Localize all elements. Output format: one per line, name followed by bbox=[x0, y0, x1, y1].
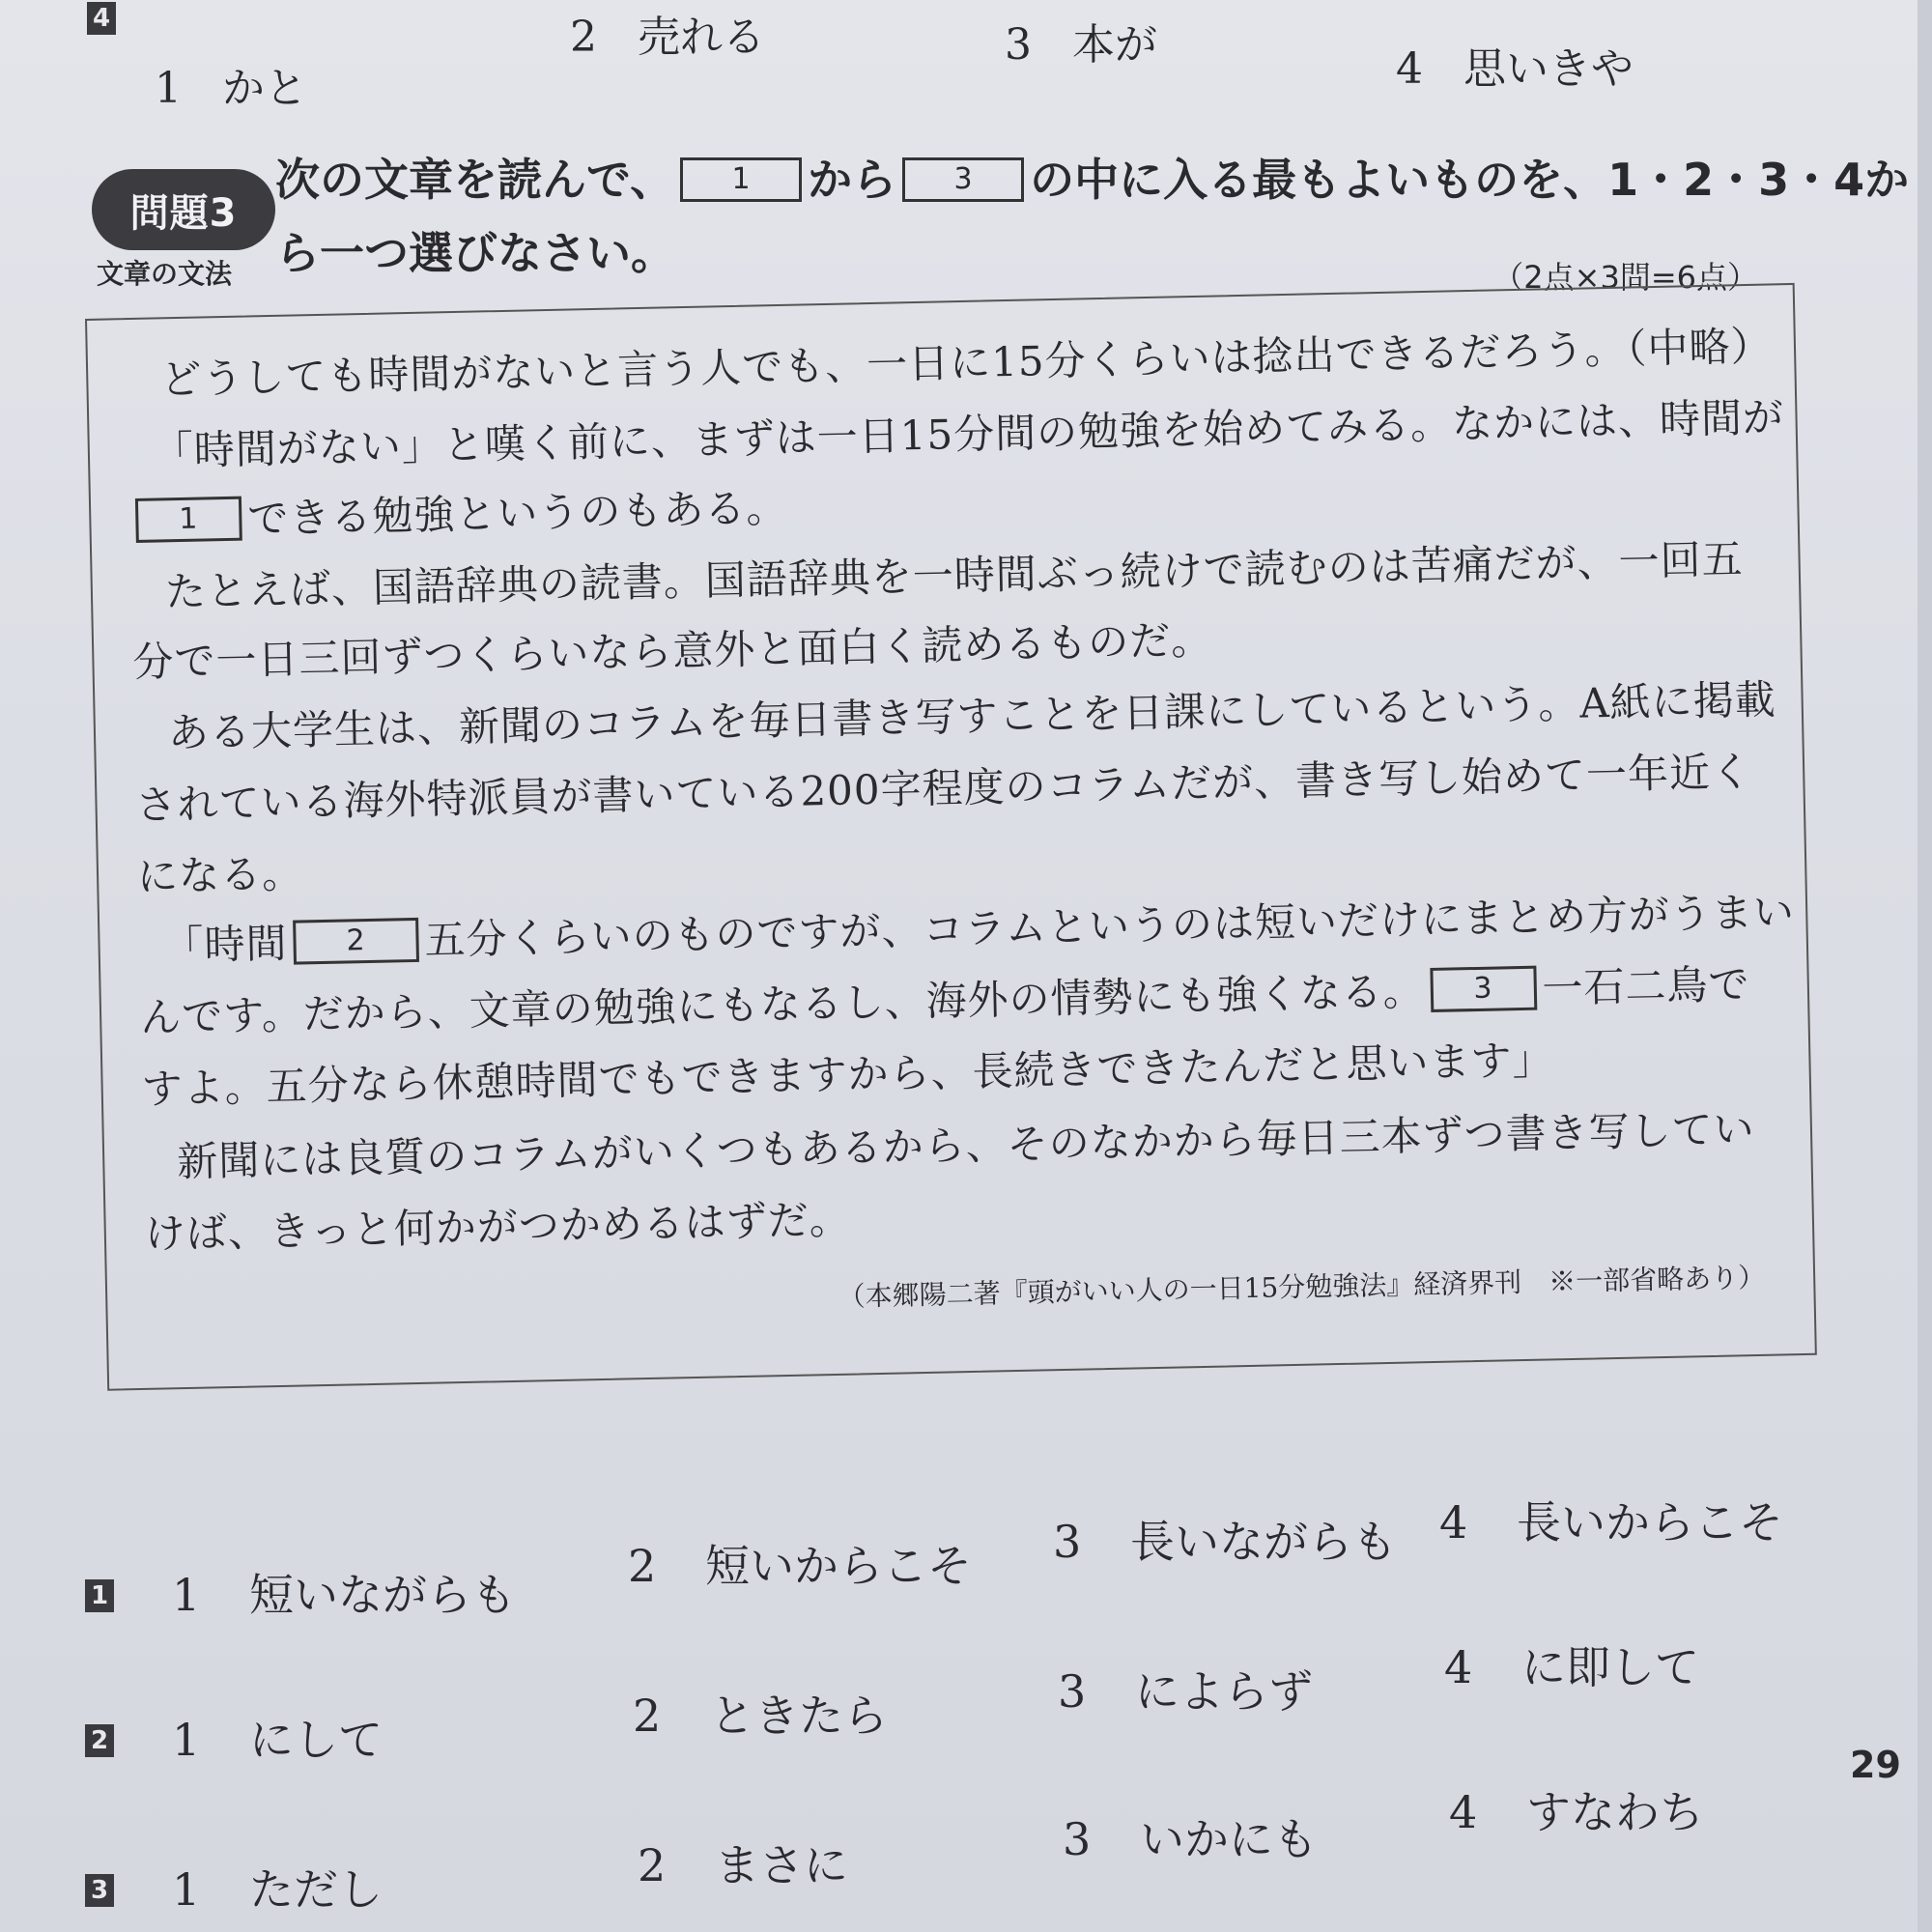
option-number: 4 bbox=[1396, 44, 1423, 94]
passage-line: ある大学生は、新聞のコラムを毎日書き写すことを日課にしているという。A紙に掲載 bbox=[167, 675, 1777, 757]
option-4 bbox=[1396, 34, 1634, 96]
option-number: 1 bbox=[155, 64, 182, 113]
question-row-3 bbox=[0, 1773, 1918, 1916]
answer-option-2: 2 まさに bbox=[638, 1839, 848, 1891]
option-text: 思いきや bbox=[1463, 44, 1634, 94]
passage-line: けば、きっと何かがつかめるはずだ。 bbox=[144, 1195, 852, 1258]
blank-box-1: 1 bbox=[135, 497, 242, 543]
option-2 bbox=[570, 2, 765, 64]
passage-line: になる。 bbox=[136, 849, 304, 900]
previous-question bbox=[0, 0, 1918, 113]
option-3 bbox=[1005, 10, 1157, 71]
option-1 bbox=[155, 53, 307, 115]
answer-option-3: 3 によらず bbox=[1058, 1665, 1313, 1718]
option-number: 3 bbox=[1005, 20, 1032, 70]
blank-box: 1 bbox=[680, 157, 802, 202]
answer-option-1: 1 にして bbox=[172, 1714, 383, 1766]
passage-line: 新聞には良質のコラムがいくつもあるから、そのなかから毎日三本ずつ書き写してい bbox=[176, 1104, 1756, 1186]
passage-line: たとえば、国語辞典の読書。国語辞典を一時間ぶっ続けで読むのは苦痛だが、一回五 bbox=[164, 535, 1745, 616]
page-number: 29 bbox=[1850, 1744, 1901, 1786]
answer-option-3: 3 いかにも bbox=[1063, 1813, 1318, 1865]
mondai-badge: 問題3 bbox=[92, 169, 275, 250]
instruction-line-2: ら一つ選びなさい。 bbox=[275, 227, 675, 279]
reading-passage bbox=[85, 283, 1817, 1391]
page-edge bbox=[1918, 0, 1932, 1932]
points-note: （2点×3問=6点） bbox=[1492, 259, 1758, 296]
answer-option-2: 2 ときたら bbox=[633, 1690, 888, 1742]
answer-option-4: 4 に即して bbox=[1444, 1641, 1699, 1693]
source-citation: （本郷陽二著『頭がいい人の一日15分勉強法』経済界刊 ※一部省略あり） bbox=[838, 1261, 1766, 1313]
answer-option-4: 4 すなわち bbox=[1449, 1786, 1704, 1838]
passage-line: 「時間がない」と嘆く前に、まずは一日15分間の勉強を始めてみる。なかには、時間が bbox=[152, 393, 1785, 475]
question-row-1 bbox=[0, 1483, 1918, 1621]
section-subtitle: 文章の文法 bbox=[97, 258, 233, 290]
passage-line: どうしても時間がないと言う人でも、一日に15分くらいは捻出できるだろう。（中略） bbox=[159, 322, 1773, 404]
answer-option-1: 1 ただし bbox=[172, 1863, 383, 1916]
question-number-badge: 4 bbox=[87, 2, 116, 35]
passage-line: 分で一日三回ずつくらいなら意外と面白く読めるものだ。 bbox=[131, 615, 1213, 687]
question-number-badge: 1 bbox=[85, 1579, 114, 1612]
passage-line: んです。だから、文章の勉強にもなるし、海外の情勢にも強くなる。 3 一石二鳥で bbox=[139, 960, 1750, 1041]
instruction-line-1: 次の文章を読んで、 1 から 3 の中に入る最もよいものを、1・2・3・4か bbox=[275, 154, 1910, 206]
passage-line: 1 できる勉強というのもある。 bbox=[129, 476, 788, 548]
answer-option-2: 2 短いからこそ bbox=[628, 1540, 972, 1592]
option-text: かと bbox=[222, 64, 307, 113]
option-number: 2 bbox=[570, 13, 597, 62]
passage-line: 「時間 2 五分くらいのものですが、コラムというのは短いだけにまとめ方がうまい bbox=[162, 888, 1796, 970]
passage-line: されている海外特派員が書いている200字程度のコラムだが、書き写し始めて一年近く bbox=[135, 747, 1753, 830]
answer-option-4: 4 長いからこそ bbox=[1439, 1496, 1783, 1548]
blank-box: 3 bbox=[902, 157, 1024, 202]
passage-line: すよ。五分なら休憩時間でもできますから、長続きできたんだと思います」 bbox=[141, 1036, 1554, 1113]
option-text: 売れる bbox=[638, 13, 765, 62]
answer-option-3: 3 長いながらも bbox=[1053, 1516, 1397, 1568]
blank-box-2: 2 bbox=[293, 918, 419, 965]
answer-option-1: 1 短いながらも bbox=[172, 1569, 516, 1621]
blank-box-3: 3 bbox=[1430, 966, 1537, 1012]
question-number-badge: 3 bbox=[85, 1874, 114, 1907]
question-number-badge: 2 bbox=[85, 1724, 114, 1757]
answer-choices bbox=[0, 1391, 1918, 1932]
option-text: 本が bbox=[1072, 20, 1157, 70]
